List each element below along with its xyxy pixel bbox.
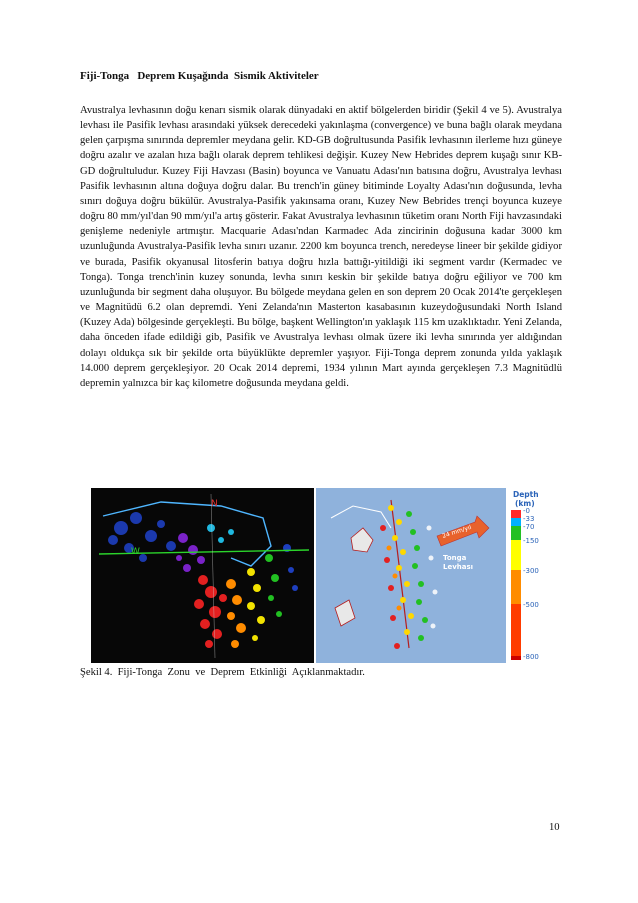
legend-title-line2: (km) xyxy=(515,499,535,508)
legend-tick-label: -33 xyxy=(523,515,535,523)
legend-color-band xyxy=(511,570,521,604)
legend-color-band xyxy=(511,540,521,570)
arrow-rate-label: 24 mm/yıl xyxy=(441,523,473,540)
legend-title-line1: Depth xyxy=(513,490,539,499)
legend-color-band xyxy=(511,510,521,518)
figure-4 xyxy=(91,488,548,663)
north-label: N xyxy=(211,499,218,509)
plate-label-line1: Tonga xyxy=(443,554,467,562)
legend-tick-label: -70 xyxy=(523,523,535,531)
legend-tick-label: -300 xyxy=(523,567,539,575)
figure-left-panel xyxy=(91,488,314,663)
west-label: W xyxy=(131,547,140,557)
figure-caption: Şekil 4. Fiji-Tonga Zonu ve Deprem Etkinliği Açıklanmaktadır. xyxy=(80,667,365,678)
section-heading: Fiji-Tonga Deprem Kuşağında Sismik Aktiviteler xyxy=(80,70,319,82)
legend-color-band xyxy=(511,526,521,540)
body-paragraph: Avustralya levhasının doğu kenarı sismik olarak dünyadaki en aktif bölgelerden biridir (Şekil 4 ve 5). Avustralya levhası ile Pasifik levhası arasındaki yüksek derecedeki yakınlaşma (convergence) ve buna bağlı olarak meydana gelen çarpışma sınırında depremler meydana gelir. KD-GB doğrultusunda Pasifik levhasının ilerleme hızı güneye doğru azalır ve azalan hıza bağlı olarak deprem tehlikesi değişir. Kuzey New Hebrides deprem kuşağı sınır KB-GD doğrultuludur. Kuzey Fiji Havzası (Basin) boyunca ve Vanuatu Adası'nın batısına doğru, Avustralya levhası Pasifik levhasının altına doğuya doğru dalar. Bu trench'in güney bitiminde Loyalty Adası'nın doğusunda, levha sınırı doğuya doğru bükülür. Avustralya-Pasifik yakınsama oranı, Kuzey New Bebrides trençi boyunca kuzeye doğru 80 mm/yıl'dan 90 mm/yıl'a artış gösterir. Fakat Avustralya levhasının tüketim oranı North Fiji havzasındaki genişleme nedeniyle artmıştır. Macquarie Adası'ndan Karmadec Ada zincirinin doğusuna kadar 3000 km uzunluğunda Avustralya-Pasifik levha sınırı uzanır. 2200 km boyunca trench, neredeyse lineer bir şekilde gidiyor ve burada, Pasifik okyanusal litosferin batıya doğru hızla battığı-yitildiği iki segment vardır (Kermadec ve Tonga). Tonga trench'inin kuzey sonunda, levha sınırı keskin bir şekilde batıya doğru eğiliyor ve 700 km uzunluğunda bir segment daha oluşuyor. Bu bölgede meydana gelen en son deprem 20 Ocak 2014'te gerçekleşen ve Magnitüdü 6.2 olan depremdi. Yeni Zelanda'nın Masterton kasabasının kuzeydoğusundaki North Island (Kuzey Ada) bölgesinde gerçekleşti. Bu bölge, başkent Wellington'ın yaklaşık 115 km uzaklıktadır. Yeni Zelanda, daha önceden ifade edildiği gib, Pasifik ve Avustralya levhası olmak üzere iki levha sınırında yer aldığından dolayı oldukça sık bir şekilde orta büyüklükte depremler yaşıyor. Fiji-Tonga deprem zonunda yılda yaklaşık 14.000 deprem gerçekleşiyor. 20 Ocak 2014 depremi, 1934 yılının Mart ayında gerçekleşen 7.3 Magnitüdlü depremin yalnızca bir kaç kilometre doğusunda meydana geldi. xyxy=(80,105,562,389)
depth-legend xyxy=(507,488,548,663)
legend-tick-label: -150 xyxy=(523,537,539,545)
legend-color-band xyxy=(511,604,521,656)
legend-tick-label: -800 xyxy=(523,653,539,661)
plate-label-line2: Levhası xyxy=(443,563,474,571)
page-number: 10 xyxy=(549,822,560,833)
legend-tick-label: -0 xyxy=(523,507,530,515)
legend-color-band xyxy=(511,656,521,660)
legend-tick-label: -500 xyxy=(523,601,539,609)
figure-right-panel xyxy=(316,488,506,663)
legend-color-band xyxy=(511,518,521,526)
